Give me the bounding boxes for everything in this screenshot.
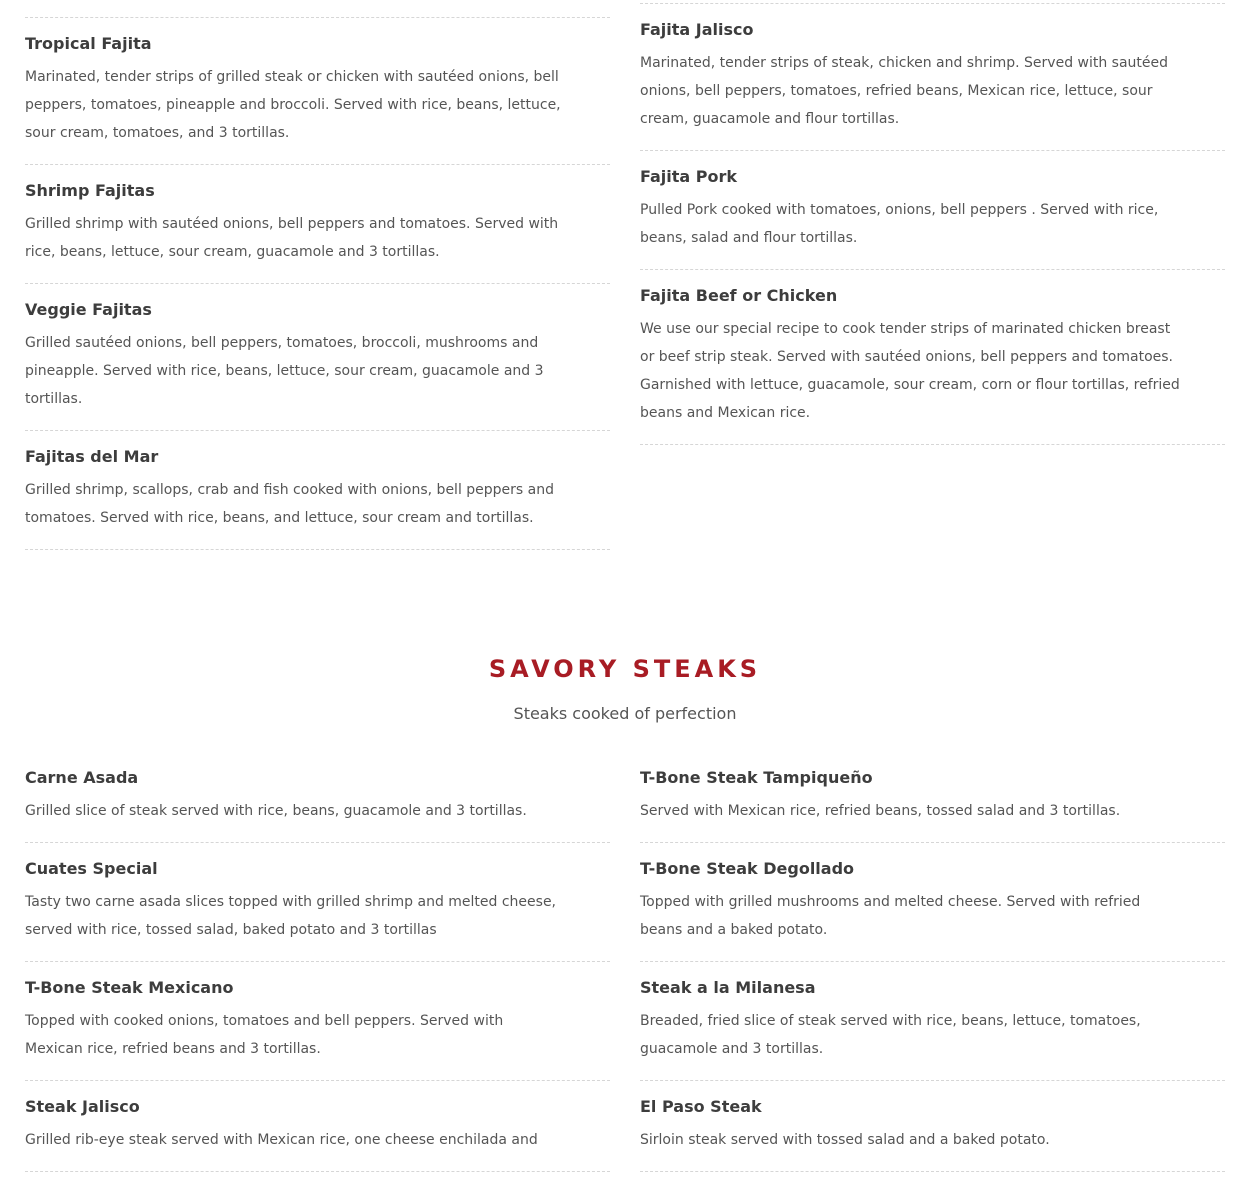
menu-item bbox=[640, 286, 1225, 445]
fajitas-right-column bbox=[640, 0, 1225, 461]
menu-item-description: Breaded, fried slice of steak served with rice, beans, lettuce, tomatoes, guacamole and 3 tortillas. bbox=[640, 1013, 1141, 1057]
menu-item-description: Pulled Pork cooked with tomatoes, onions, bell peppers . Served with rice, beans, salad and flour tortillas. bbox=[640, 202, 1159, 246]
menu-item-description: Grilled shrimp, scallops, crab and fish cooked with onions, bell peppers and tomatoes. Served with rice, beans, and lettuce, sour cream and tortillas. bbox=[25, 482, 555, 526]
steaks-right-column bbox=[640, 768, 1225, 1188]
menu-item-name: Shrimp Fajitas bbox=[25, 181, 155, 200]
menu-item-description: Marinated, tender strips of grilled steak or chicken with sautéed onions, bell peppers, tomatoes, pineapple and broccoli. Served with rice, beans, lettuce, sour cream, tomatoes, and 3 tortillas. bbox=[25, 69, 561, 141]
menu-item-name: Steak a la Milanesa bbox=[640, 978, 816, 997]
menu-item-name: Steak Jalisco bbox=[25, 1097, 140, 1116]
section-subtitle: Steaks cooked of perfection bbox=[513, 704, 737, 723]
menu-item bbox=[640, 20, 1225, 151]
menu-item-name: Veggie Fajitas bbox=[25, 300, 152, 319]
menu-item-description: Grilled rib-eye steak served with Mexican rice, one cheese enchilada and bbox=[25, 1132, 538, 1148]
section-title: SAVORY STEAKS bbox=[488, 655, 762, 683]
menu-item-description: Topped with grilled mushrooms and melted cheese. Served with refried beans and a baked potato. bbox=[640, 894, 1141, 938]
menu-item bbox=[25, 181, 610, 284]
menu-item-name: T-Bone Steak Tampiqueño bbox=[640, 768, 873, 787]
fajitas-left-column bbox=[25, 0, 610, 566]
menu-item-description: Topped with cooked onions, tomatoes and bell peppers. Served with Mexican rice, refried beans and 3 tortillas. bbox=[25, 1013, 504, 1057]
menu-item bbox=[25, 300, 610, 431]
menu-item-name: El Paso Steak bbox=[640, 1097, 762, 1116]
menu-item-name: Fajitas del Mar bbox=[25, 447, 159, 466]
menu-item-name: T-Bone Steak Mexicano bbox=[25, 978, 234, 997]
menu-item bbox=[640, 859, 1225, 962]
menu-item bbox=[640, 768, 1225, 843]
menu-item-description: Tasty two carne asada slices topped with grilled shrimp and melted cheese, served with rice, tossed salad, baked potato and 3 tortillas bbox=[25, 894, 557, 938]
menu-item-description: Served with Mexican rice, refried beans, tossed salad and 3 tortillas. bbox=[640, 803, 1121, 819]
menu-item-name: Fajita Pork bbox=[640, 167, 738, 186]
menu-item-description: Sirloin steak served with tossed salad and a baked potato. bbox=[640, 1132, 1050, 1148]
menu-item bbox=[640, 167, 1225, 270]
menu-item-description: Grilled slice of steak served with rice, beans, guacamole and 3 tortillas. bbox=[25, 803, 527, 819]
menu-item-description: We use our special recipe to cook tender strips of marinated chicken breast or beef strip steak. Served with sautéed onions, bell peppers and tomatoes. Garnished with lettuce, guacamole, sour cream, corn or flour tortillas, refried beans and Mexican rice. bbox=[640, 321, 1180, 421]
menu-item bbox=[25, 1097, 610, 1172]
menu-item-name: T-Bone Steak Degollado bbox=[640, 859, 855, 878]
menu-item-description: Grilled shrimp with sautéed onions, bell peppers and tomatoes. Served with rice, beans, lettuce, sour cream, guacamole and 3 tortillas. bbox=[25, 216, 559, 260]
menu-item-name: Fajita Beef or Chicken bbox=[640, 286, 838, 305]
menu-item-description: Marinated, tender strips of steak, chicken and shrimp. Served with sautéed onions, bell peppers, tomatoes, refried beans, Mexican rice, lettuce, sour cream, guacamole and flour tortillas. bbox=[640, 55, 1169, 127]
menu-item-name: Carne Asada bbox=[25, 768, 139, 787]
menu-item bbox=[25, 768, 610, 843]
menu-item-name: Fajita Jalisco bbox=[640, 20, 754, 39]
menu-item bbox=[25, 978, 610, 1081]
menu-item-name: Tropical Fajita bbox=[25, 34, 152, 53]
steaks-left-column bbox=[25, 768, 610, 1188]
menu-item bbox=[640, 978, 1225, 1081]
menu-item bbox=[640, 1097, 1225, 1172]
menu-item-description: Grilled sautéed onions, bell peppers, tomatoes, broccoli, mushrooms and pineapple. Served with rice, beans, lettuce, sour cream, guacamole and 3 tortillas. bbox=[25, 335, 544, 407]
menu-item bbox=[25, 447, 610, 550]
menu-item bbox=[25, 0, 610, 18]
steaks-section-header bbox=[0, 652, 1250, 726]
menu-item bbox=[25, 859, 610, 962]
menu-item bbox=[640, 0, 1225, 4]
menu-item-name: Cuates Special bbox=[25, 859, 158, 878]
menu-item bbox=[25, 34, 610, 165]
